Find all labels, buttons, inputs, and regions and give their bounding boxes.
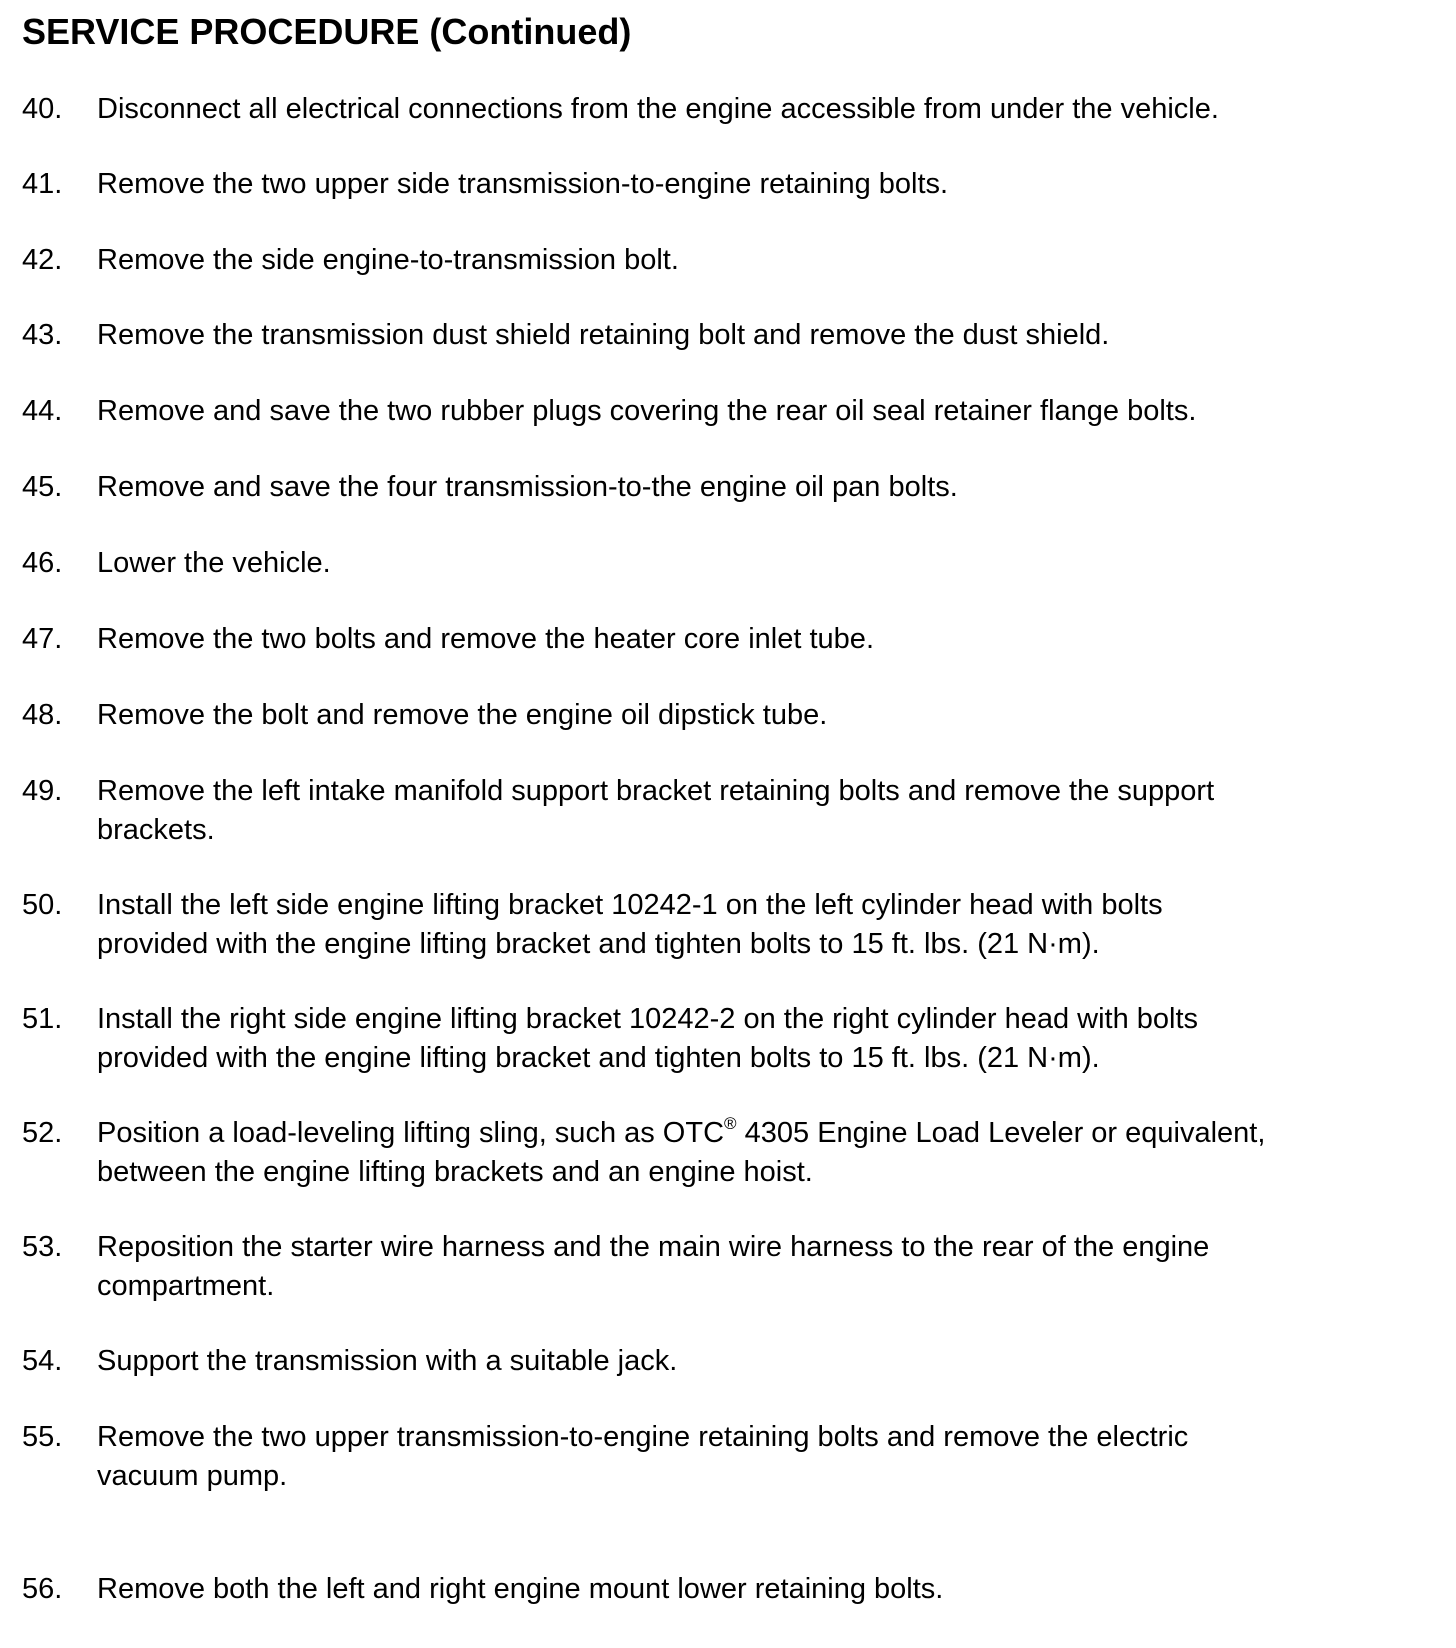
step-text-line: Remove the two upper transmission-to-engine retaining bolts and remove the electric (97, 1421, 1189, 1453)
step-text (97, 696, 1456, 735)
step-text (97, 468, 1456, 507)
step-number: 45. (22, 471, 63, 503)
step-text (97, 392, 1456, 431)
step-number: 53. (22, 1231, 63, 1263)
step-text-line: Install the left side engine lifting bracket 10242-1 on the left cylinder head with bolts (97, 889, 1163, 921)
step-text-line: provided with the engine lifting bracket and tighten bolts to 15 ft. lbs. (21 N·m). (97, 928, 1100, 960)
step-text-line: Remove the two bolts and remove the heater core inlet tube. (97, 623, 874, 655)
step-text (97, 90, 1456, 129)
step-text (97, 1418, 1456, 1496)
step-text (97, 1570, 1456, 1609)
step-text-line: Support the transmission with a suitable jack. (97, 1345, 678, 1377)
step-number: 47. (22, 623, 63, 655)
step-text-line: between the engine lifting brackets and an engine hoist. (97, 1156, 813, 1188)
step-text (97, 1114, 1456, 1192)
step-number: 43. (22, 319, 63, 351)
step-number: 44. (22, 395, 63, 427)
step-text-line: Disconnect all electrical connections from the engine accessible from under the vehicle. (97, 93, 1219, 125)
step-number: 40. (22, 93, 63, 125)
step-number: 46. (22, 547, 63, 579)
step-text-fragment: 4305 Engine Load Leveler or equivalent, (736, 1117, 1266, 1149)
step-number: 56. (22, 1573, 63, 1605)
page-title: SERVICE PROCEDURE (Continued) (22, 11, 632, 52)
step-text (97, 1000, 1456, 1078)
step-number: 49. (22, 775, 63, 807)
step-text-line: brackets. (97, 814, 215, 846)
step-text (97, 544, 1456, 583)
step-text (97, 1342, 1456, 1381)
step-text (97, 165, 1456, 204)
step-number: 48. (22, 699, 63, 731)
step-text-line: Remove the bolt and remove the engine oil dipstick tube. (97, 699, 828, 731)
step-text-line: provided with the engine lifting bracket and tighten bolts to 15 ft. lbs. (21 N·m). (97, 1042, 1100, 1074)
step-number: 42. (22, 244, 63, 276)
step-text (97, 772, 1456, 850)
step-text-line: Remove and save the two rubber plugs covering the rear oil seal retainer flange bolts. (97, 395, 1197, 427)
step-text (97, 620, 1456, 659)
step-text-line: vacuum pump. (97, 1460, 288, 1492)
step-number: 50. (22, 889, 63, 921)
step-number: 52. (22, 1117, 63, 1149)
step-text-line: Remove the side engine-to-transmission bolt. (97, 244, 679, 276)
step-text (97, 886, 1456, 964)
step-text-line: Reposition the starter wire harness and the main wire harness to the rear of the engine (97, 1231, 1210, 1263)
step-text-line: Remove both the left and right engine mount lower retaining bolts. (97, 1573, 944, 1605)
step-text-line: compartment. (97, 1270, 275, 1302)
step-text-line: Remove and save the four transmission-to-the engine oil pan bolts. (97, 471, 958, 503)
step-text-line (97, 1114, 1456, 1153)
step-text-line: Remove the transmission dust shield retaining bolt and remove the dust shield. (97, 319, 1110, 351)
step-number: 54. (22, 1345, 63, 1377)
step-text (97, 241, 1456, 280)
step-text-line: Remove the left intake manifold support bracket retaining bolts and remove the support (97, 775, 1215, 807)
step-number: 51. (22, 1003, 63, 1035)
step-text-fragment: Position a load-leveling lifting sling, such as OTC (97, 1117, 725, 1149)
step-text-line: Lower the vehicle. (97, 547, 331, 579)
step-number: 41. (22, 168, 63, 200)
step-text-line: Remove the two upper side transmission-to-engine retaining bolts. (97, 168, 949, 200)
step-text-line: Install the right side engine lifting bracket 10242-2 on the right cylinder head with bolts (97, 1003, 1199, 1035)
registered-trademark-mark: ® (724, 1114, 737, 1133)
step-text (97, 1228, 1456, 1306)
step-number: 55. (22, 1421, 63, 1453)
step-text (97, 316, 1456, 355)
